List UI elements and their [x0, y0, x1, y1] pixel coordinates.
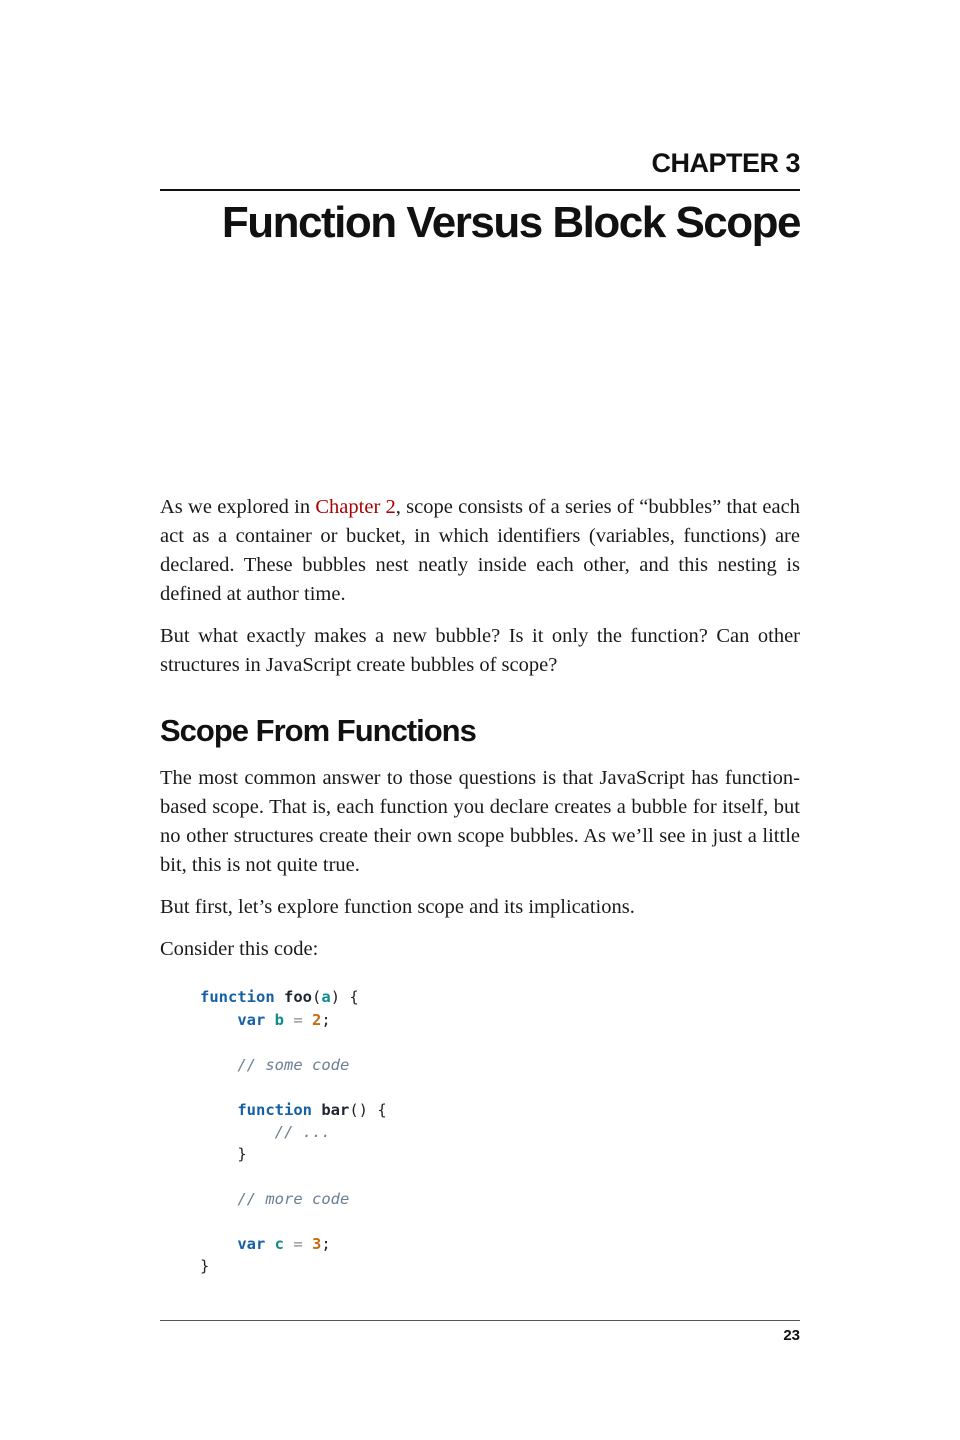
paragraph-but-first: But first, let’s explore function scope and its implications. [160, 896, 635, 919]
code-line: var b = 2; [237, 1010, 331, 1029]
code-line: // ... [274, 1122, 331, 1141]
paragraph-question: But what exactly makes a new bubble? Is it only the function? Can other structures in JavaScript create bubbles of scope? [160, 625, 800, 677]
section-heading-scope-from-functions: Scope From Functions [160, 713, 476, 749]
code-line [200, 1031, 800, 1053]
code-line [200, 1166, 800, 1188]
body-content [160, 493, 800, 1277]
code-line [200, 1076, 800, 1098]
code-block [200, 986, 800, 1277]
code-line: } [200, 1257, 210, 1276]
page-title: Function Versus Block Scope [221, 198, 800, 247]
page-footer [160, 1320, 800, 1344]
code-line: function bar() { [237, 1100, 387, 1119]
paragraph-consider-code: Consider this code: [160, 938, 319, 961]
code-line: function foo(a) { [200, 988, 359, 1007]
code-line [200, 1211, 800, 1233]
page-number: 23 [783, 1327, 800, 1344]
code-line: var c = 3; [237, 1234, 331, 1253]
paragraph-intro [160, 493, 800, 609]
footer-rule [160, 1320, 800, 1321]
code-line: } [200, 1145, 247, 1164]
code-line: // some code [237, 1055, 350, 1074]
paragraph-intro-text-after: , scope consists of a series of “bubbles” that each act as a container or bucket, in which identifiers (variables, functions) are declared. These bubbles nest neatly inside each other, and this nesting is defined at author time. [160, 496, 800, 606]
code-line: // more code [237, 1190, 350, 1209]
paragraph-intro-text-before: As we explored in [160, 496, 316, 519]
chapter-label: CHAPTER 3 [160, 148, 800, 191]
paragraph-common-answer: The most common answer to those questions is that JavaScript has function-based scope. That is, each function you declare creates a bubble for itself, but no other structures create their own scope bubbles. As we’ll see in just a little bit, this is not quite true. [160, 767, 800, 877]
chapter-2-link[interactable]: Chapter 2 [315, 496, 396, 519]
